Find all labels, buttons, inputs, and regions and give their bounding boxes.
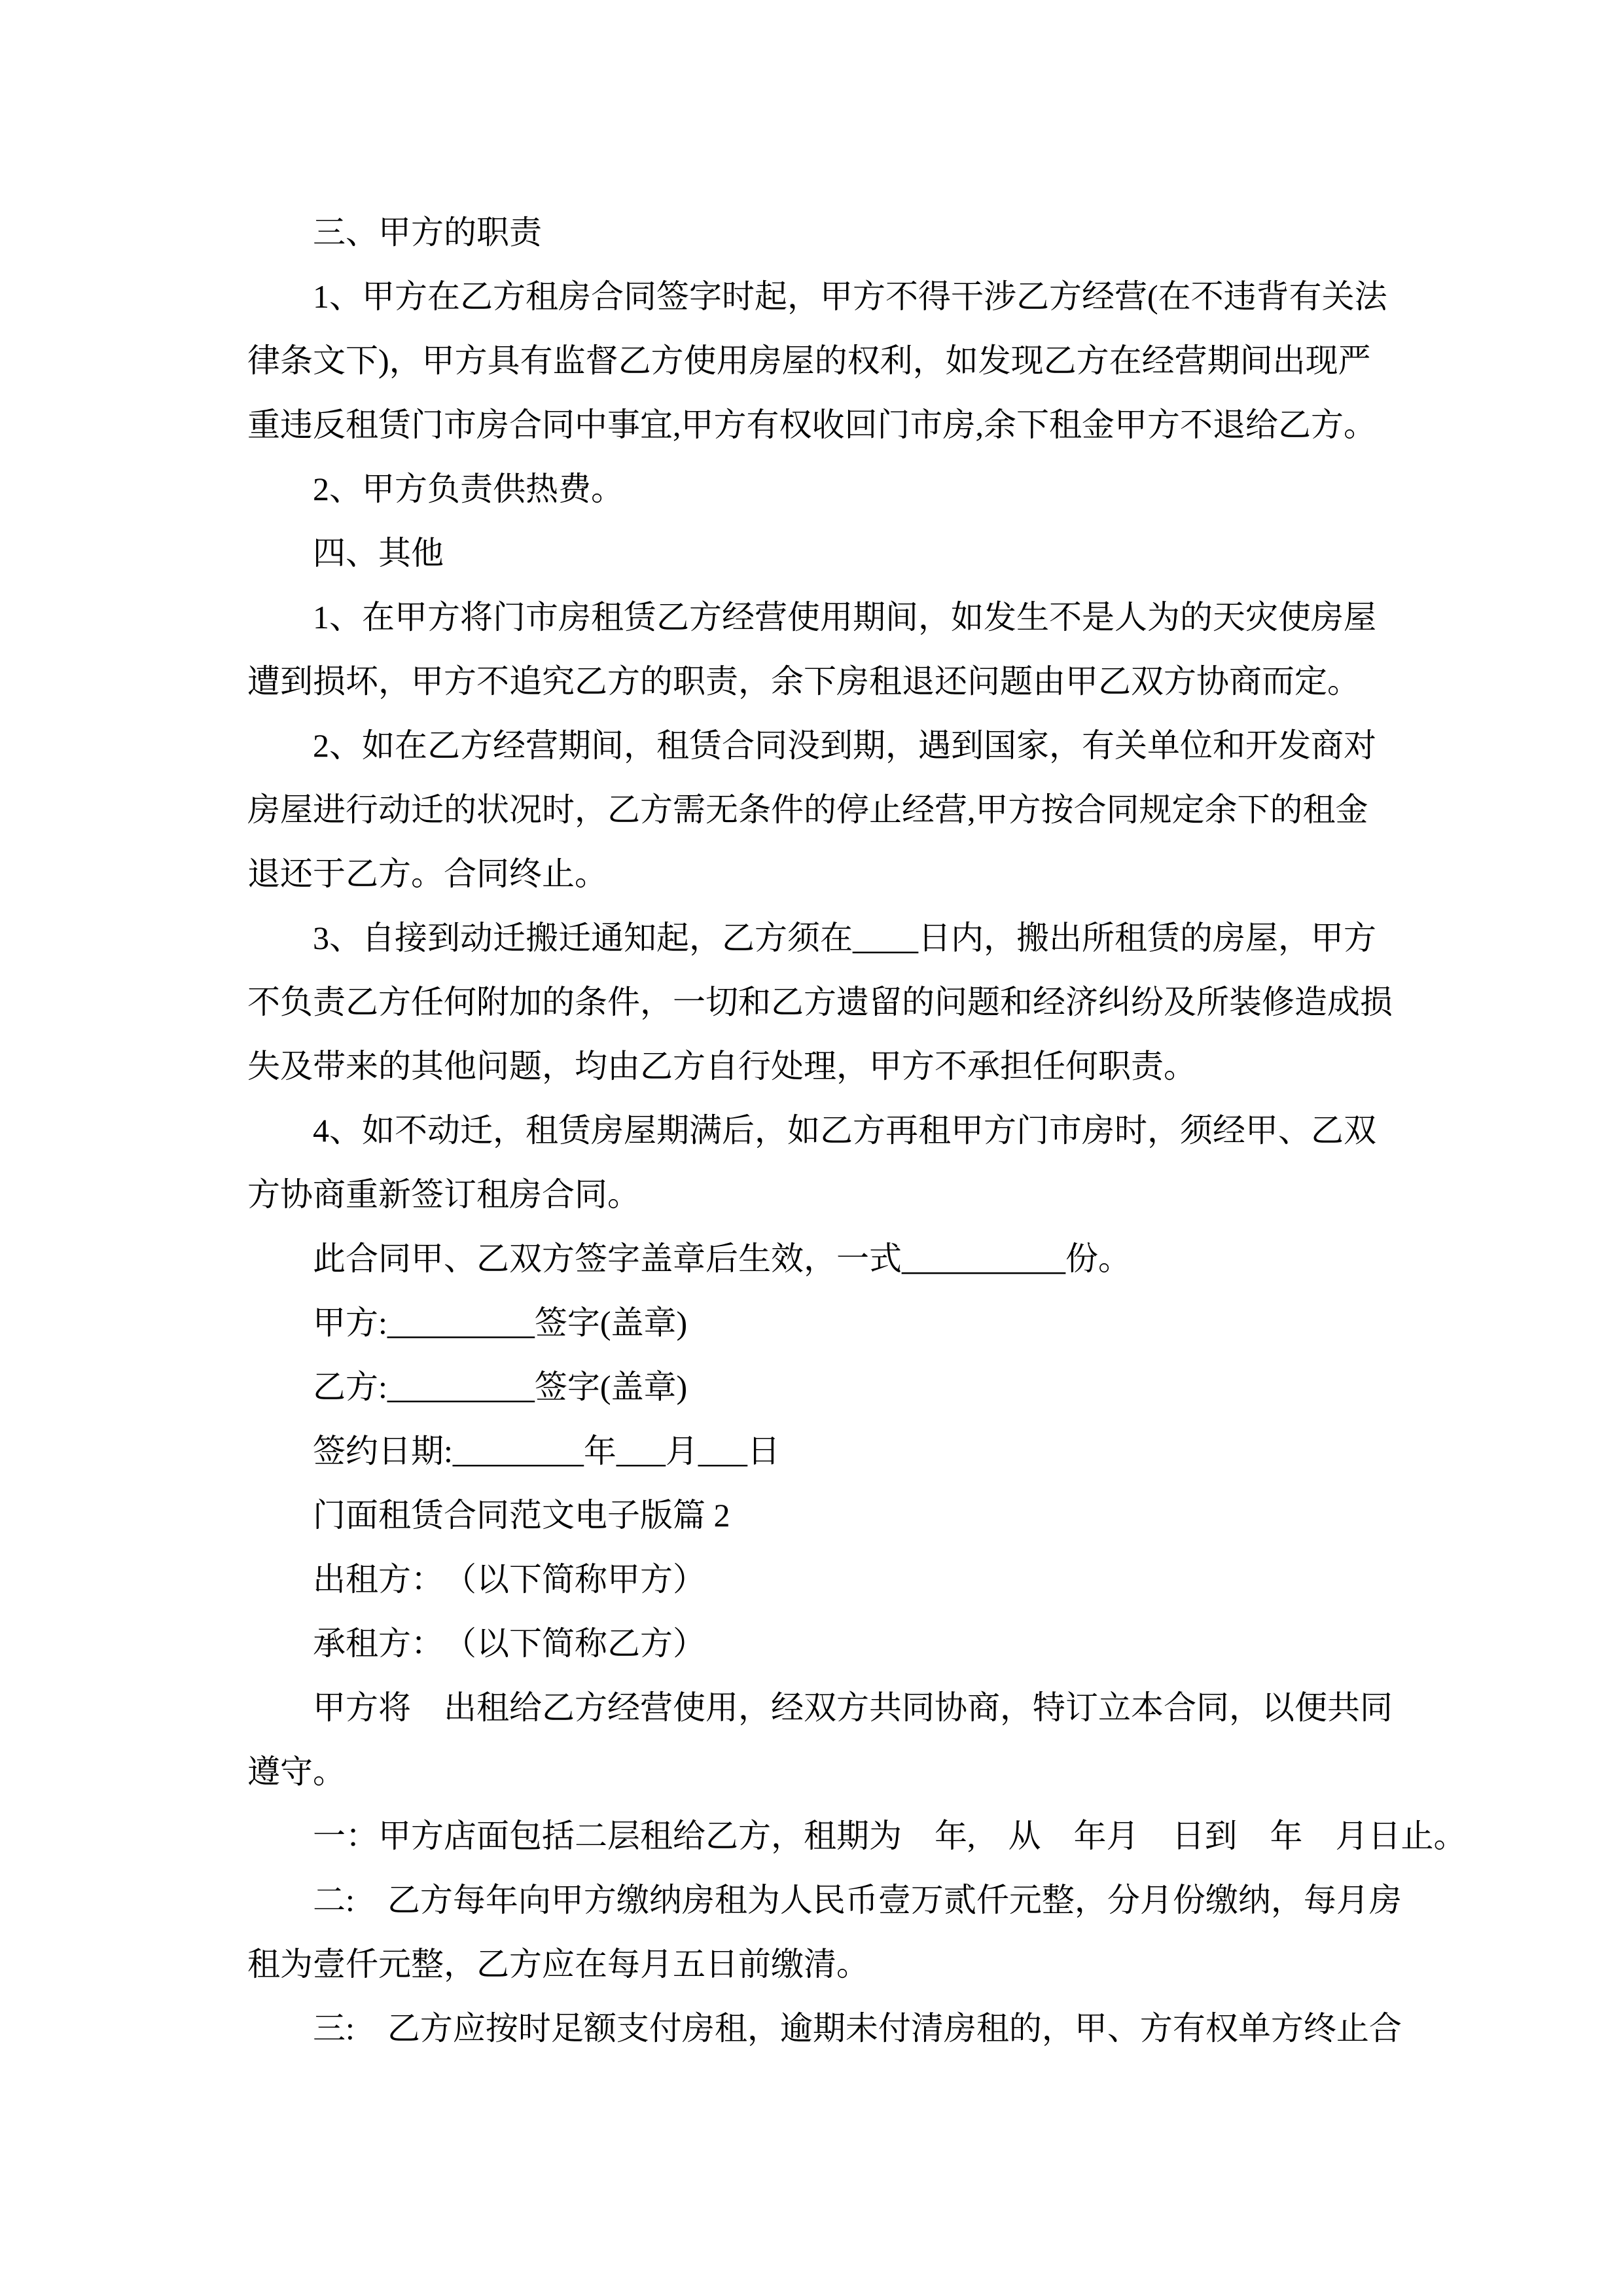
text-line: 失及带来的其他问题，均由乙方自行处理，甲方不承担任何职责。	[247, 1048, 1196, 1085]
text-line: 门面租赁合同范文电子版篇 2	[313, 1497, 730, 1534]
text-line: 不负责乙方任何附加的条件，一切和乙方遗留的问题和经济纠纷及所装修造成损	[247, 984, 1393, 1020]
text-line: 房屋进行动迁的状况时，乙方需无条件的停止经营,甲方按合同规定余下的租金	[247, 791, 1368, 828]
text-line: 2、甲方负责供热费。	[313, 471, 624, 507]
text-line: 退还于乙方。合同终止。	[247, 855, 607, 892]
text-line: 三、甲方的职责	[313, 214, 542, 251]
text-line: 重违反租赁门市房合同中事宜,甲方有权收回门市房,余下租金甲方不退给乙方。	[247, 406, 1376, 443]
text-line: 一：甲方店面包括二层租给乙方，租期为 年, 从 年月 日到 年 月日止。	[313, 1818, 1467, 1854]
text-line: 甲方将 出租给乙方经营使用，经双方共同协商，特订立本合同，以便共同	[313, 1689, 1393, 1726]
text-line: 乙方:_________签字(盖章)	[313, 1369, 688, 1405]
text-line: 二: 乙方每年向甲方缴纳房租为人民币壹万贰仟元整，分月份缴纳，每月房	[313, 1882, 1402, 1918]
text-line: 四、其他	[313, 535, 444, 571]
text-line: 2、如在乙方经营期间，租赁合同没到期，遇到国家，有关单位和开发商对	[313, 727, 1376, 764]
text-line: 承租方： （以下简称乙方）	[313, 1625, 705, 1662]
text-line: 签约日期:________年___月___日	[313, 1433, 780, 1469]
text-line: 出租方： （以下简称甲方）	[313, 1561, 705, 1598]
text-line: 甲方:_________签字(盖章)	[313, 1304, 688, 1341]
text-line: 1、在甲方将门市房租赁乙方经营使用期间，如发生不是人为的天灾使房屋	[313, 599, 1376, 636]
text-line: 3、自接到动迁搬迁通知起，乙方须在____日内，搬出所租赁的房屋，甲方	[313, 920, 1376, 956]
document-body	[247, 200, 1467, 2060]
text-line: 律条文下)，甲方具有监督乙方使用房屋的权利，如发现乙方在经营期间出现严	[247, 342, 1371, 379]
text-line: 方协商重新签订租房合同。	[247, 1176, 640, 1213]
text-line: 三: 乙方应按时足额支付房租，逾期未付清房租的，甲、方有权单方终止合	[313, 2010, 1402, 2047]
text-line: 遭到损坏，甲方不追究乙方的职责，余下房租退还问题由甲乙双方协商而定。	[247, 663, 1360, 700]
text-line: 1、甲方在乙方租房合同签字时起，甲方不得干涉乙方经营(在不违背有关法	[313, 278, 1387, 315]
text-line: 租为壹仟元整，乙方应在每月五日前缴清。	[247, 1946, 869, 1982]
text-line: 此合同甲、乙双方签字盖章后生效，一式__________份。	[313, 1240, 1131, 1277]
text-line: 4、如不动迁，租赁房屋期满后，如乙方再租甲方门市房时，须经甲、乙双	[313, 1112, 1376, 1149]
text-line: 遵守。	[247, 1753, 346, 1790]
